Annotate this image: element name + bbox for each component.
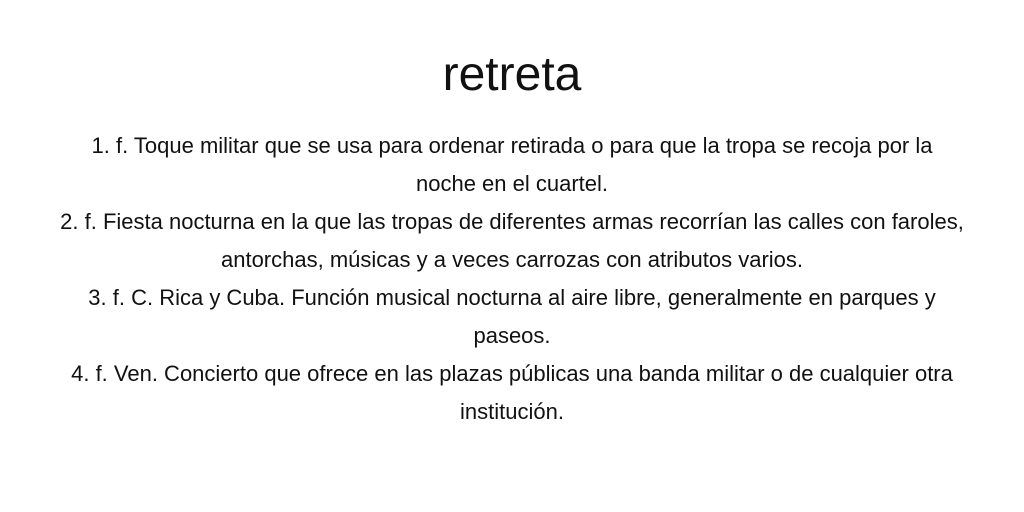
definition-1: 1. f. Toque militar que se usa para ordenar retirada o para que la tropa se recoja por la noche en el cuartel. [91,133,933,196]
entry-word: retreta [442,48,582,101]
definition-3: 3. f. C. Rica y Cuba. Función musical nocturna al aire libre, generalmente en parques y paseos. [88,285,936,348]
definition-4: 4. f. Ven. Concierto que ofrece en las plazas públicas una banda militar o de cualquier otra institución. [71,361,953,424]
definitions-list [60,127,964,431]
definition-2: 2. f. Fiesta nocturna en la que las tropas de diferentes armas recorrían las calles con faroles, antorchas, músicas y a veces carrozas con atributos varios. [60,209,964,272]
